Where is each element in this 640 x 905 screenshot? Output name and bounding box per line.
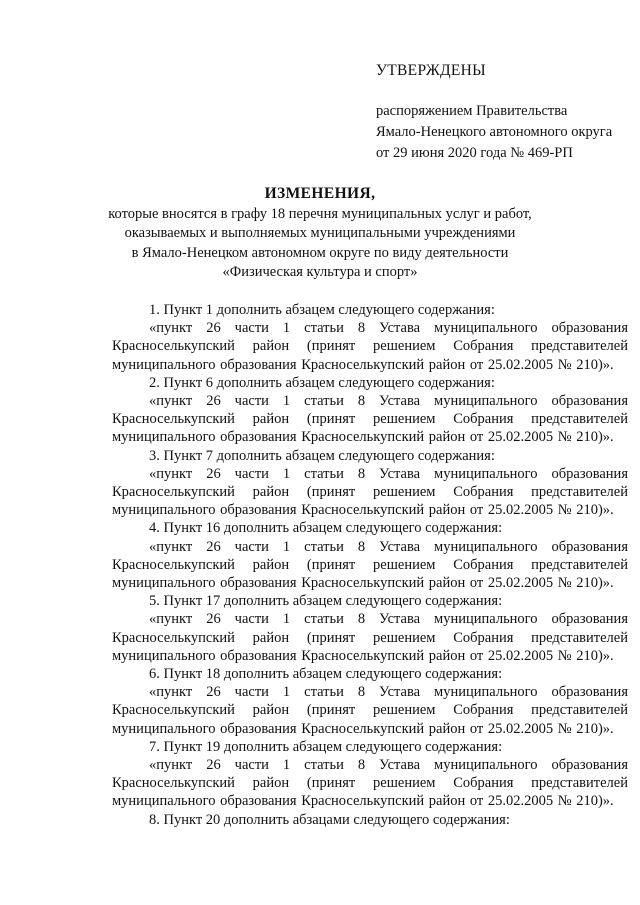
quote-line: «пункт 26 части 1 статьи 8 Устава муниципального образования [149, 611, 628, 628]
amendment-quote [112, 538, 628, 593]
quote-line: муниципального образования Красноселькупский район от 25.02.2005 № 210)». [112, 356, 614, 373]
amendment-quote [112, 610, 628, 665]
amendment-list [112, 301, 628, 829]
quote-line: Красноселькупский район (принят решением Собрания представителей [112, 775, 628, 792]
approval-line-1: распоряжением Правительства [376, 103, 568, 119]
amendment-item [112, 519, 628, 592]
quote-line: Красноселькупский район (принят решением Собрания представителей [112, 556, 628, 573]
document-title: ИЗМЕНЕНИЯ, [264, 185, 376, 202]
amendment-intro: 1. Пункт 1 дополнить абзацем следующего содержания: [149, 302, 495, 318]
quote-line: Красноселькупский район (принят решением Собрания представителей [112, 702, 628, 719]
quote-line: муниципального образования Красноселькупский район от 25.02.2005 № 210)». [112, 720, 614, 737]
amendment-item [112, 665, 628, 738]
amendment-intro: 8. Пункт 20 дополнить абзацами следующего содержания: [149, 811, 510, 828]
quote-line: муниципального образования Красноселькупский район от 25.02.2005 № 210)». [112, 647, 614, 664]
quote-line: Красноселькупский район (принят решением Собрания представителей [112, 629, 628, 646]
quote-line: «пункт 26 части 1 статьи 8 Устава муниципального образования [149, 538, 628, 555]
amendment-intro: 2. Пункт 6 дополнить абзацем следующего содержания: [149, 374, 495, 391]
amendment-item [112, 447, 628, 520]
document-heading [100, 184, 540, 283]
amendment-quote [112, 319, 628, 374]
amendment-quote [112, 465, 628, 520]
subtitle-line-3: в Ямало-Ненецком автономном округе по виду деятельности [131, 244, 509, 261]
quote-line: муниципального образования Красноселькупский район от 25.02.2005 № 210)». [112, 429, 614, 446]
quote-line: Красноселькупский район (принят решением Собрания представителей [112, 484, 628, 501]
quote-line: «пункт 26 части 1 статьи 8 Устава муниципального образования [149, 757, 628, 774]
approval-line-2: Ямало-Ненецкого автономного округа [376, 124, 613, 140]
subtitle-line-2: оказываемых и выполняемых муниципальными учреждениями [124, 225, 516, 241]
quote-line: муниципального образования Красноселькупский район от 25.02.2005 № 210)». [112, 575, 614, 592]
quote-line: муниципального образования Красноселькупский район от 25.02.2005 № 210)». [112, 502, 614, 519]
amendment-intro: 4. Пункт 16 дополнить абзацем следующего содержания: [149, 520, 503, 537]
quote-line: «пункт 26 части 1 статьи 8 Устава муниципального образования [149, 465, 628, 482]
approval-line-3: от 29 июня 2020 года № 469-РП [376, 145, 573, 161]
quote-line: Красноселькупский район (принят решением Собрания представителей [112, 338, 628, 355]
amendment-item [112, 811, 628, 829]
amendment-item [112, 301, 628, 374]
quote-line: «пункт 26 части 1 статьи 8 Устава муниципального образования [149, 320, 628, 337]
amendment-quote [112, 392, 628, 447]
amendment-intro: 3. Пункт 7 дополнить абзацем следующего содержания: [149, 447, 495, 464]
quote-line: «пункт 26 части 1 статьи 8 Устава муниципального образования [149, 393, 628, 410]
amendment-quote [112, 683, 628, 738]
amendment-intro: 6. Пункт 18 дополнить абзацем следующего содержания: [149, 666, 503, 683]
amendment-intro: 5. Пункт 17 дополнить абзацем следующего содержания: [149, 593, 503, 610]
subtitle-line-1: которые вносятся в графу 18 перечня муниципальных услуг и работ, [108, 205, 532, 222]
amendment-intro: 7. Пункт 19 дополнить абзацем следующего содержания: [149, 738, 503, 755]
quote-line: Красноселькупский район (принят решением Собрания представителей [112, 411, 628, 428]
quote-line: «пункт 26 части 1 статьи 8 Устава муниципального образования [149, 684, 628, 701]
quote-line: муниципального образования Красноселькупский район от 25.02.2005 № 210)». [112, 793, 614, 810]
amendment-quote [112, 756, 628, 811]
amendment-item [112, 738, 628, 811]
approval-block [376, 60, 626, 164]
subtitle-line-4: «Физическая культура и спорт» [222, 264, 418, 280]
amendment-item [112, 592, 628, 665]
amendment-item [112, 374, 628, 447]
approval-title: УТВЕРЖДЕНЫ [376, 62, 486, 79]
